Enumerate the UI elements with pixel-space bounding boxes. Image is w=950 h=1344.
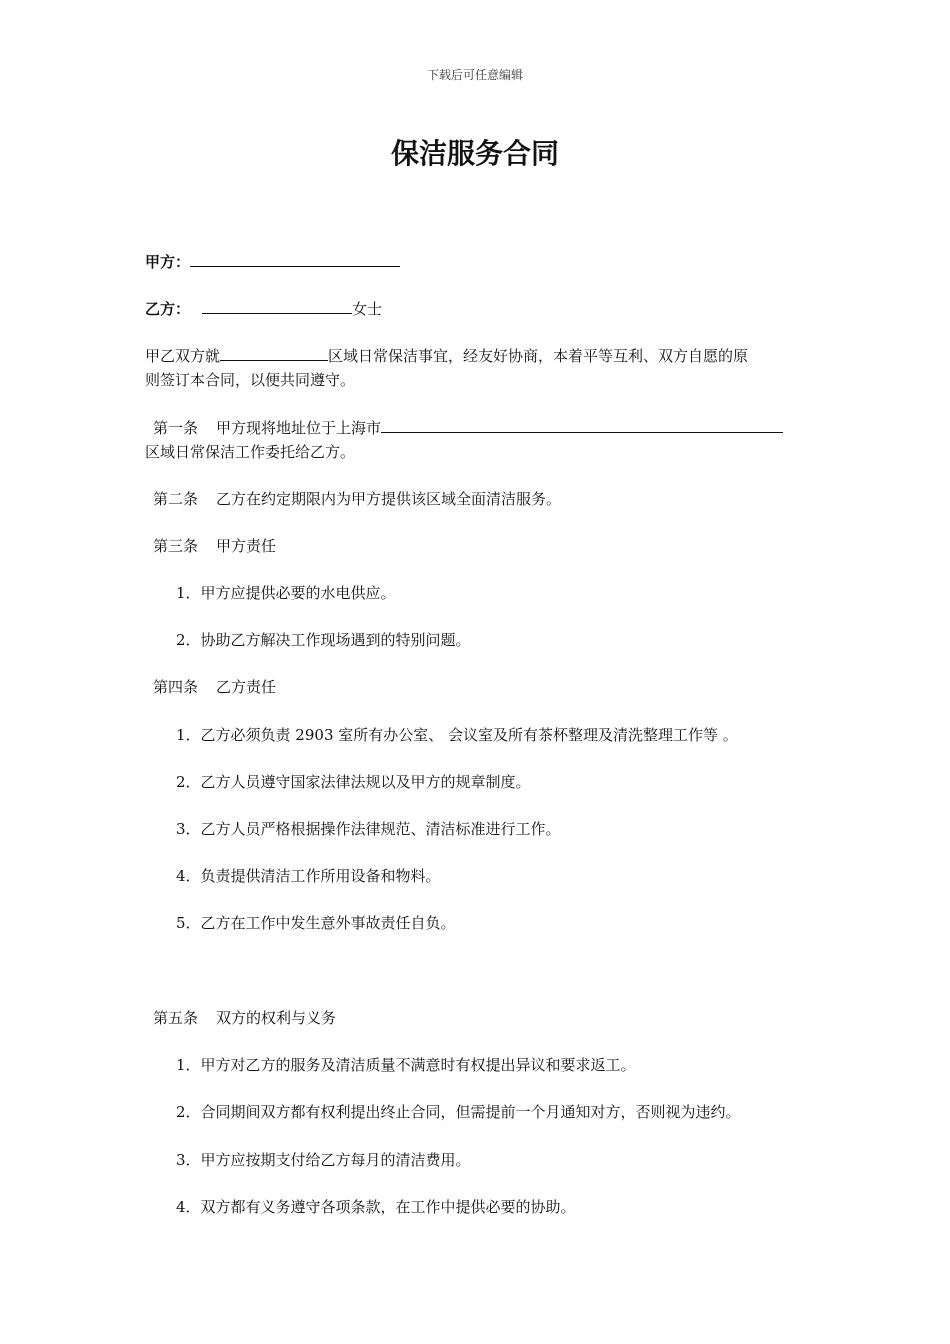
article-4-item: 3．乙方人员严格根据操作法律规范、清洁标准进行工作。 — [176, 820, 561, 838]
article-5 — [153, 1007, 336, 1029]
article-5-text: 双方的权利与义务 — [216, 1009, 337, 1027]
party-b-line — [145, 297, 382, 320]
intro-suffix: 区域日常保洁事宜，经友好协商，本着平等互利、双方自愿的原 — [328, 347, 749, 365]
party-a-blank — [190, 250, 400, 267]
party-a-line — [145, 250, 400, 273]
article-4-item: 1．乙方必须负责 2903 室所有办公室、 会议室及所有茶杯整理及清洗整理工作等 。 — [176, 726, 738, 744]
party-b-label: 乙方： — [145, 300, 191, 318]
article-3 — [153, 535, 276, 557]
article-2-text: 乙方在约定期限内为甲方提供该区域全面清洁服务。 — [216, 490, 562, 508]
article-2-heading: 第二条 — [153, 490, 199, 508]
intro-line-1 — [145, 344, 748, 367]
article-5-item: 4．双方都有义务遵守各项条款，在工作中提供必要的协助。 — [176, 1198, 576, 1216]
article-1-heading: 第一条 — [153, 419, 199, 437]
document-title: 保洁服务合同 — [390, 137, 559, 170]
article-4-item: 5．乙方在工作中发生意外事故责任自负。 — [176, 914, 456, 932]
article-5-heading: 第五条 — [153, 1009, 199, 1027]
intro-blank — [220, 344, 328, 361]
article-4-heading: 第四条 — [153, 678, 199, 696]
article-4-item: 4．负责提供清洁工作所用设备和物料。 — [176, 867, 441, 885]
article-4-text: 乙方责任 — [216, 678, 277, 696]
intro-prefix: 甲乙双方就 — [145, 347, 221, 365]
article-3-text: 甲方责任 — [216, 537, 277, 555]
article-3-item: 1．甲方应提供必要的水电供应。 — [176, 584, 396, 602]
party-b-blank — [202, 297, 352, 314]
party-a-label: 甲方： — [145, 253, 191, 271]
article-1-text: 甲方现将地址位于上海市 — [216, 419, 382, 437]
article-4-item: 2．乙方人员遵守国家法律法规以及甲方的规章制度。 — [176, 773, 531, 791]
article-5-item: 1．甲方对乙方的服务及清洁质量不满意时有权提出异议和要求返工。 — [176, 1056, 636, 1074]
article-3-item: 2．协助乙方解决工作现场遇到的特别问题。 — [176, 631, 471, 649]
header-note: 下载后可任意编辑 — [426, 68, 523, 82]
article-1-blank — [381, 416, 783, 433]
article-3-heading: 第三条 — [153, 537, 199, 555]
intro-line-2: 则签订本合同，以便共同遵守。 — [145, 371, 356, 389]
article-4 — [153, 676, 276, 698]
article-5-item: 3．甲方应按期支付给乙方每月的清洁费用。 — [176, 1151, 471, 1169]
party-b-suffix: 女士 — [352, 300, 383, 318]
article-5-item: 2．合同期间双方都有权利提出终止合同，但需提前一个月通知对方，否则视为违约。 — [176, 1103, 741, 1121]
article-1-line-2: 区域日常保洁工作委托给乙方。 — [145, 443, 356, 461]
article-1-line-1 — [153, 416, 783, 439]
article-2 — [153, 488, 561, 510]
